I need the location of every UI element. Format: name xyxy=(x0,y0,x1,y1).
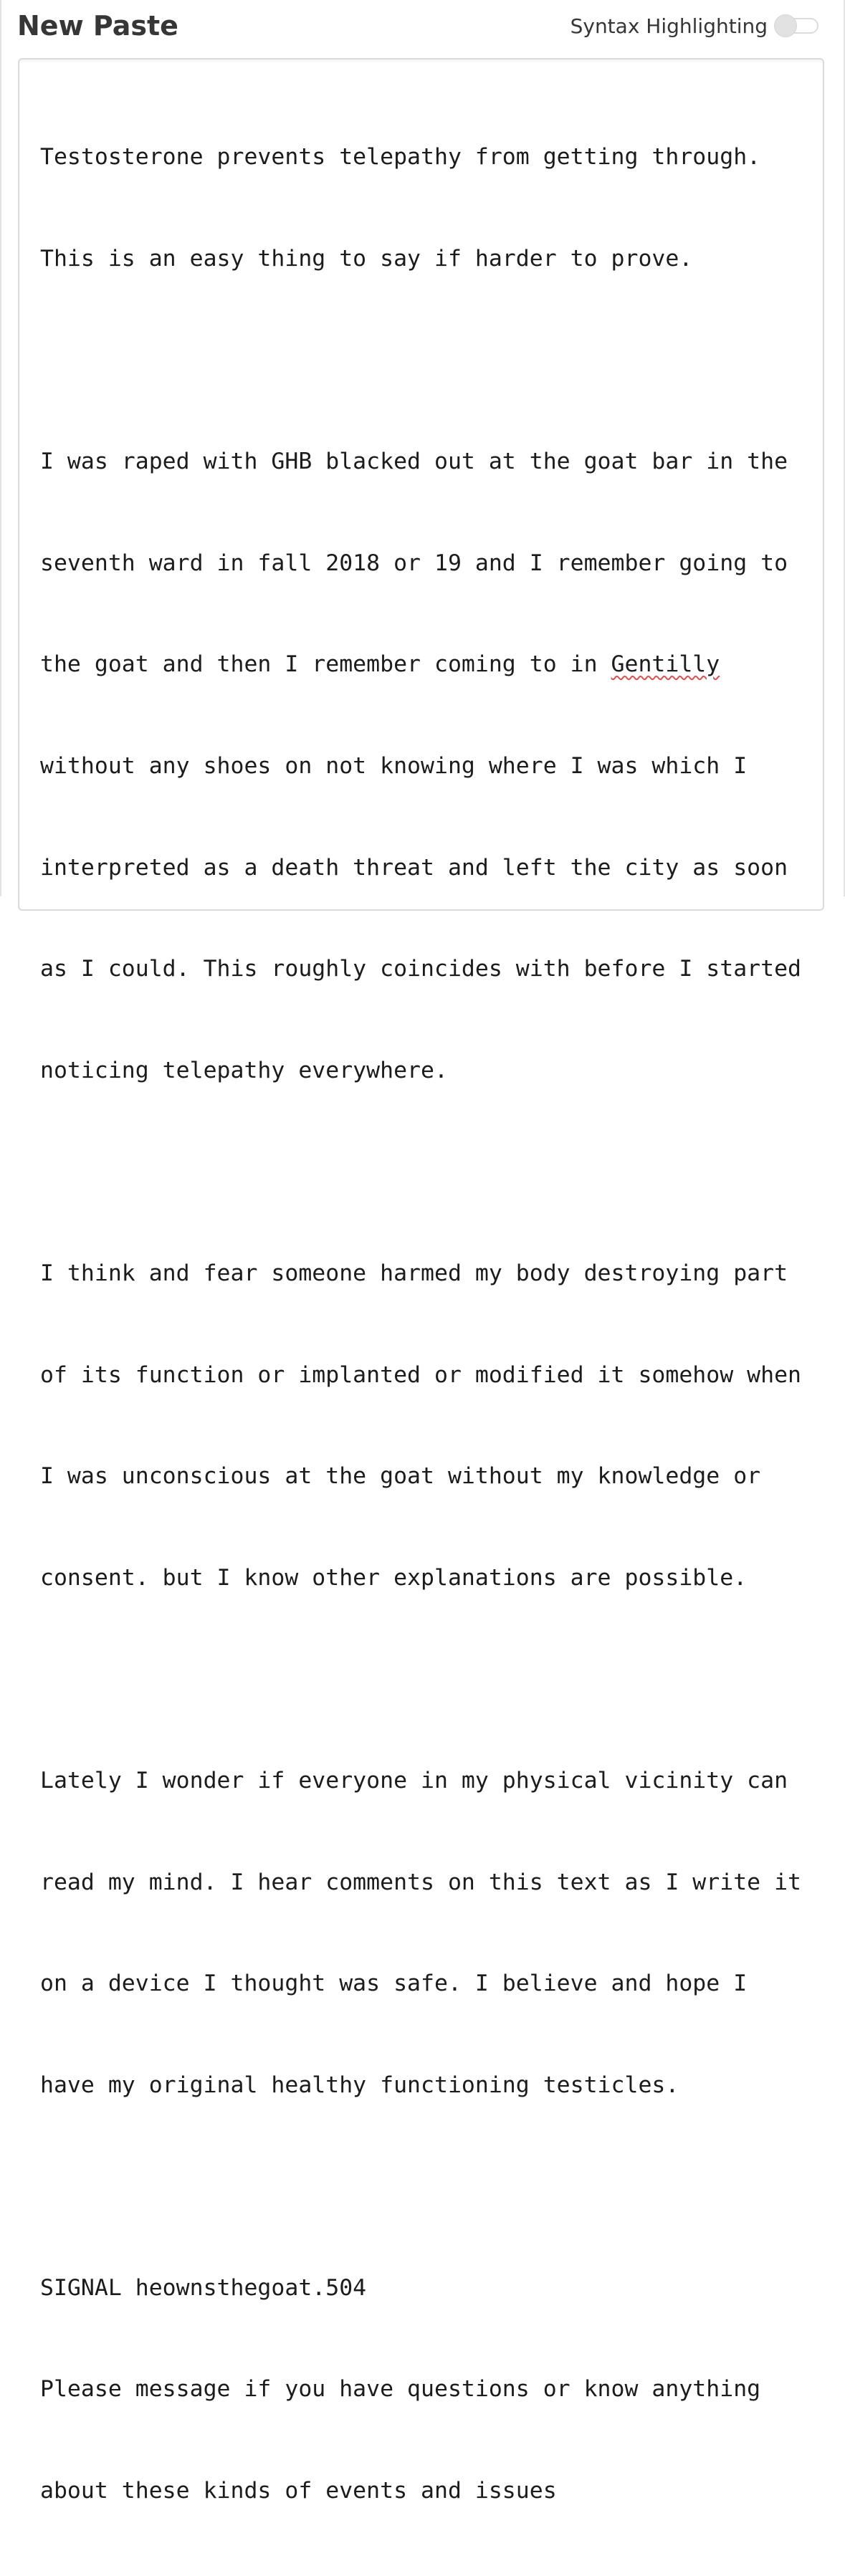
paste-line xyxy=(40,1662,801,1696)
paste-line: interpreted as a death threat and left the city as soon xyxy=(40,854,788,881)
paste-line: consent. but I know other explanations are possible. xyxy=(40,1564,748,1591)
paste-line: I was unconscious at the goat without my knowledge or xyxy=(40,1463,761,1490)
paste-line: Please message if you have questions or know anything xyxy=(40,2376,761,2403)
paste-content xyxy=(40,73,801,2576)
paste-line xyxy=(40,2170,801,2203)
paste-line-text: the goat and then I remember coming to in xyxy=(40,651,611,678)
paste-line: seventh ward in fall 2018 or 19 and I remember going to xyxy=(40,550,788,576)
paste-line: I think and fear someone harmed my body destroying part xyxy=(40,1260,788,1286)
paste-line: as I could. This roughly coincides with before I started xyxy=(40,956,802,982)
paste-line: read my mind. I hear comments on this text as I write it xyxy=(40,1869,802,1895)
paste-line: without any shoes on not knowing where I was which I xyxy=(40,752,748,779)
paste-line xyxy=(40,344,801,378)
paste-textarea[interactable] xyxy=(18,58,824,2504)
paste-line: I was raped with GHB blacked out at the goat bar in the xyxy=(40,449,788,475)
paste-line: Lately I wonder if everyone in my physical vicinity can xyxy=(40,1767,788,1794)
paste-line: of its function or implanted or modified it somehow when xyxy=(40,1361,802,1388)
paste-line: This is an easy thing to say if harder to prove. xyxy=(40,246,693,272)
paste-line xyxy=(40,648,801,681)
paste-line: SIGNAL heownsthegoat.504 xyxy=(40,2274,367,2301)
syntax-highlighting-label: Syntax Highlighting xyxy=(570,14,768,38)
paste-line: Testosterone prevents telepathy from getting through. xyxy=(40,144,761,171)
toggle-knob xyxy=(774,14,797,37)
page-title: New Paste xyxy=(17,10,178,42)
paste-line xyxy=(40,1155,801,1189)
spellcheck-flagged-word[interactable]: Gentilly xyxy=(611,651,720,678)
paste-line: on a device I thought was safe. I believe and hope I xyxy=(40,1971,748,1997)
syntax-highlighting-toggle[interactable] xyxy=(773,14,820,37)
paste-line: about these kinds of events and issues xyxy=(40,2478,557,2504)
paste-line: have my original healthy functioning testicles. xyxy=(40,2072,679,2098)
paste-line: noticing telepathy everywhere. xyxy=(40,1057,448,1083)
